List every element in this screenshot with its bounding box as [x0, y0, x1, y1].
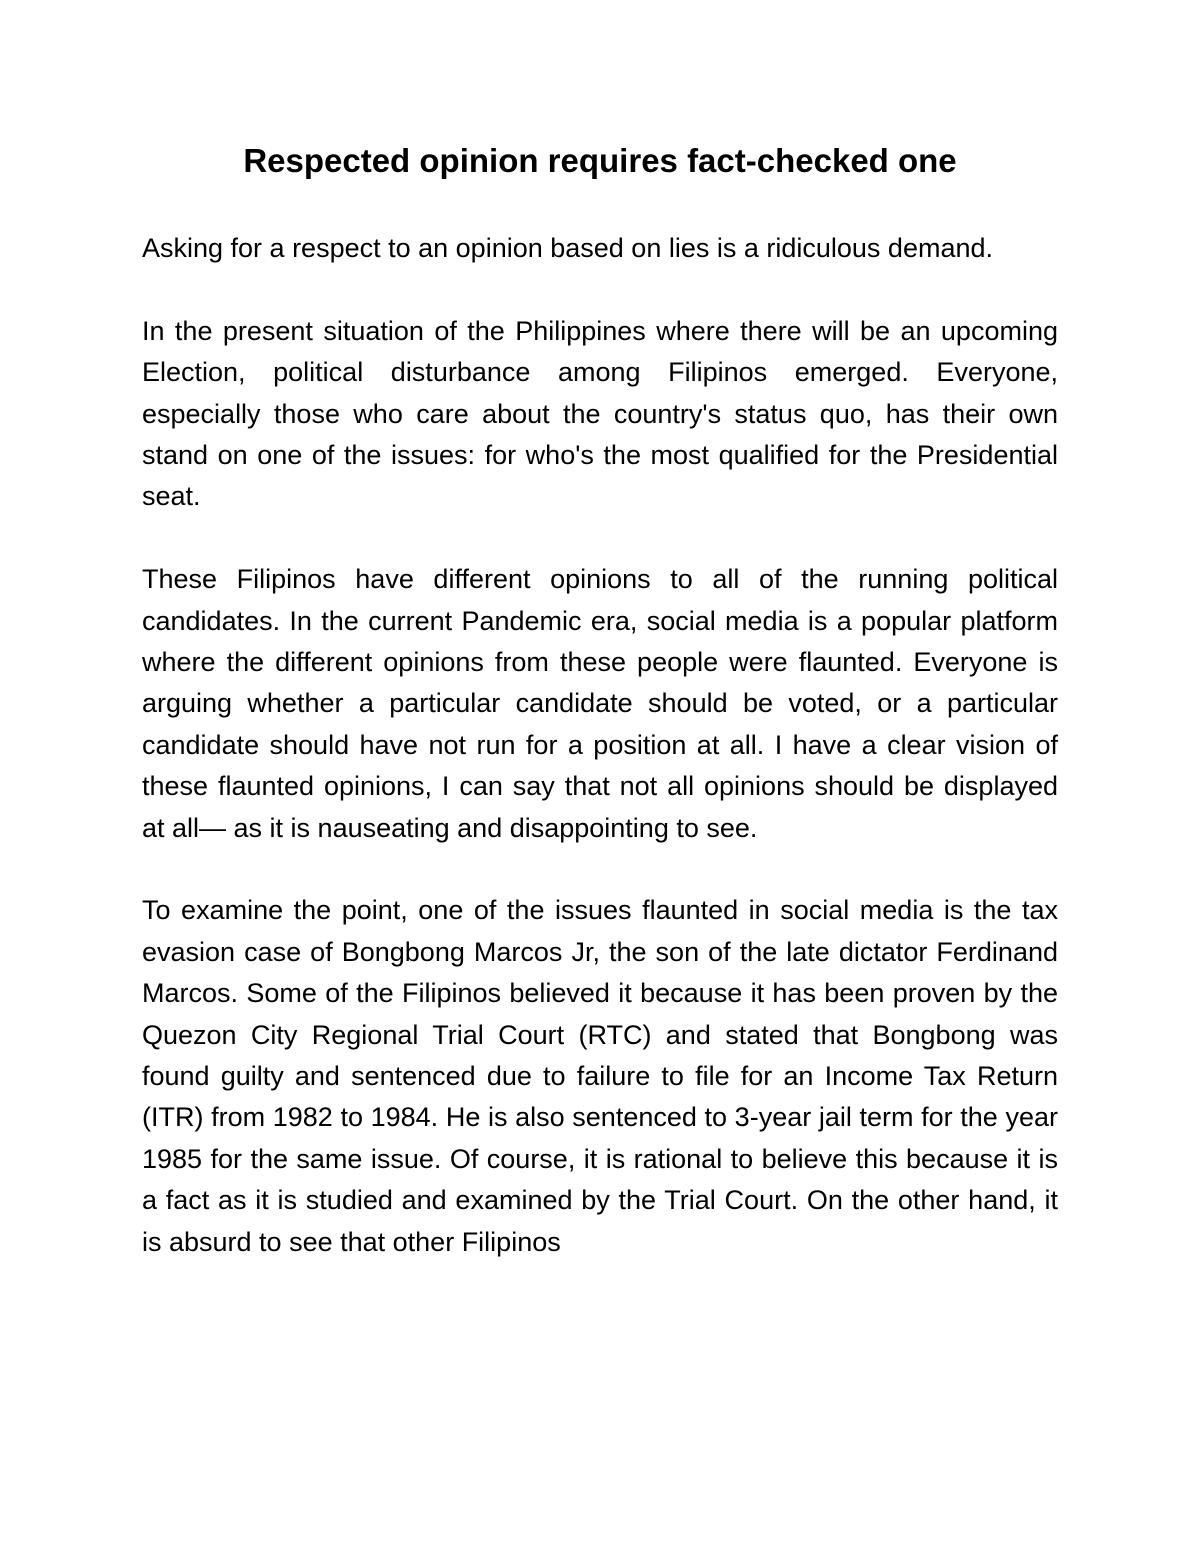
paragraph-opinions: These Filipinos have different opinions to all of the running political candidates. In the current Pandemic era, social media is a popular platform where the different opinions from these people were flaunted. Everyone is arguing whether a particular candidate should be voted, or a particular candidate should have not run for a position at all. I have a clear vision of these flaunted opinions, I can say that not all opinions should be displayed at all— as it is nauseating and disappointing to see.	[142, 564, 1058, 843]
document-body	[142, 228, 1058, 1263]
paragraph-situation: In the present situation of the Philippines where there will be an upcoming Election, political disturbance among Filipinos emerged. Everyone, especially those who care about the country's status quo, has their own stand on one of the issues: for who's the most qualified for the Presidential seat.	[142, 315, 1058, 512]
paragraph-intro: Asking for a respect to an opinion based on lies is a ridiculous demand.	[142, 233, 994, 263]
document-title: Respected opinion requires fact-checked one	[243, 142, 957, 179]
paragraph-tax-case: To examine the point, one of the issues flaunted in social media is the tax evasion case of Bongbong Marcos Jr, the son of the late dictator Ferdinand Marcos. Some of the Filipinos believed it because it has been proven by the Quezon City Regional Trial Court (RTC) and stated that Bongbong was found guilty and sentenced due to failure to file for an Income Tax Return (ITR) from 1982 to 1984. He is also sentenced to 3-year jail term for the year 1985 for the same issue. Of course, it is rational to believe this because it is a fact as it is studied and examined by the Trial Court. On the other hand, it is absurd to see that other Filipinos	[142, 895, 1058, 1257]
